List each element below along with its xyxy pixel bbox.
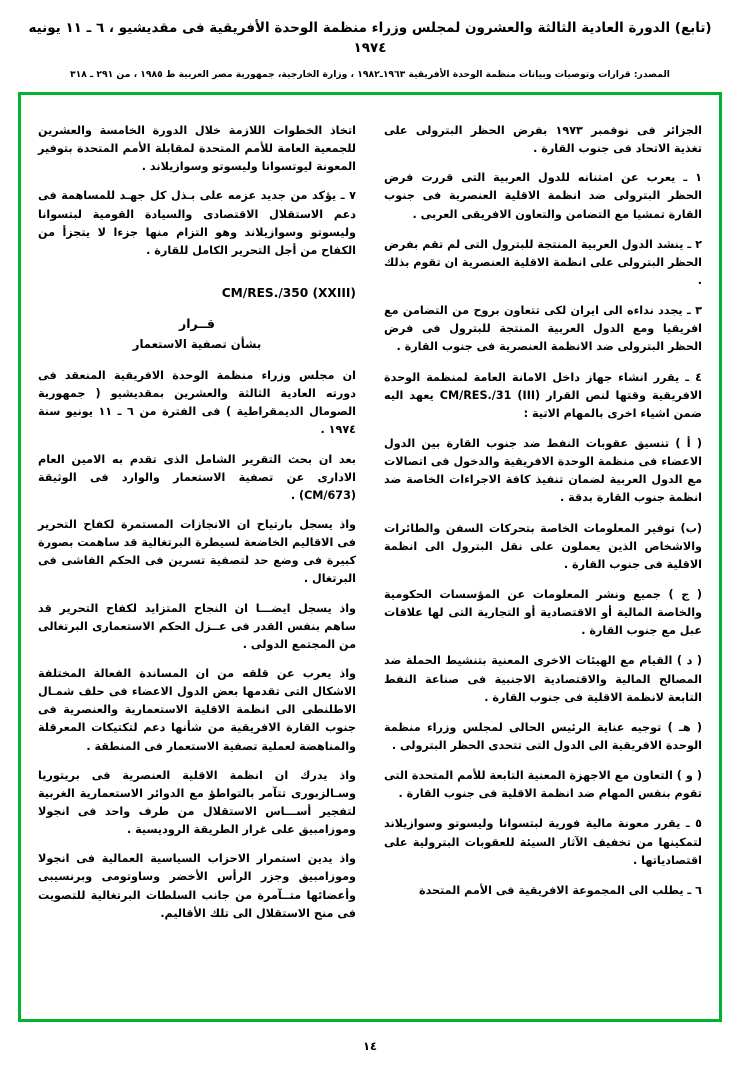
page-number: ١٤ xyxy=(362,1039,378,1053)
header-title: (تابع) الدورة العادية الثالثة والعشرون لمجلس وزراء منظمة الوحدة الأفريقية فى مقديشيو ، ٦ ـ ١١ يونيه ١٩٧٤ xyxy=(28,20,712,57)
paragraph: بعد ان بحث التقرير الشامل الذى تقدم به الامين العام الادارى عن تصفية الاستعمار والوارد فى الوثيقة (CM/673) . xyxy=(38,452,356,502)
numbered-item: ٢ ـ ينشد الدول العربية المنتجة للبترول التى لم تقم بفرض الحظر البترولى على انظمة الاقلية العنصرية ان تقوم بذلك . xyxy=(384,237,702,287)
paragraph: الجزائر فى نوفمبر ١٩٧٣ بفرض الحظر البترولى على تغذية الاتحاد فى جنوب القارة . xyxy=(384,124,702,156)
numbered-item: ٥ ـ يقرر معونة مالية فورية لبتسوانا وليسوتو وسوازيلاند لتمكينها من تخفيف الآثار السيئة للعقوبات البترولية على اقتصادياتها . xyxy=(384,817,702,867)
numbered-item: ٣ ـ يجدد نداءه الى ايران لكى تتعاون بروح من التضامن مع افريقيا ومع الدول العربية المنتجة للبترول فى فرض الحظر البترولى ضد الانظمة العنصرية فى جنوب القارة . xyxy=(384,304,702,354)
paragraph: واذ يدين استمرار الاحزاب السياسية العمالية فى انجولا وموزامبيق وجزر الرأس الأخضر وساوتومى وبرنسيبى وأعضائها متــآمرة من جانب السلطات البرتغالية للتصويت فى منح الاستقلال الى تلك الأقاليم. xyxy=(38,852,356,920)
paragraph: واذ يدرك ان انظمة الاقلية العنصرية فى بريتوريا وسـالزبورى تتآمر بالتواطؤ مع الدوائر الاستعمارية الغربية لتفجير أســـاس الاستقلال من طرف واحد فى انجولا وموزامبيق على غرار الطريقة الروديسية . xyxy=(38,768,356,837)
header-source-line: المصدر: قرارات وتوصيات وبيانات منظمة الوحدة الأفريقية ١٩٦٣ـ١٩٨٢ ، وزارة الخارجية، جمهورية مصر العربية ط ١٩٨٥ ، من ٢٩١ ـ ٣١٨ xyxy=(70,68,670,80)
lettered-item: (ب) توفير المعلومات الخاصة بتحركات السفن والطائرات والاشخاص الذين يعملون على نقل البترول الى انظمة الاقلية فى جنوب القارة . xyxy=(384,521,702,571)
paragraph: واذ يسجل بارتياح ان الانجازات المستمرة لكفاح التحرير فى الاقاليم الخاضعة لسيطرة البرتغالية قد ساهمت بصورة كبيرة فى وضع حد لتصفية تسرين فى الحكم الفاشى فى البرتغال . xyxy=(38,517,356,586)
lettered-item: ( د ) القيام مع الهيئات الاخرى المعنية بتنشيط الحملة ضد المصالح المالية والاقتصادية الاجنبية فى صناعة النفط التابعة لانظمة الاقلية فى جنوب القارة . xyxy=(384,654,702,704)
lettered-item: ( و ) التعاون مع الاجهزة المعنية التابعة للأمم المتحدة التى تقوم بنفس المهام ضد انظمة الاقلية فى جنوب القارة . xyxy=(384,769,702,801)
right-text-column xyxy=(384,122,702,1002)
left-text-column xyxy=(38,122,356,1002)
lettered-item: ( ج ) جميع ونشر المعلومات عن المؤسسات الحكومية والخاصة المالية أو الاقتصادية أو التجارية التى لها علاقات عبل مع جنوب القارة . xyxy=(384,587,702,638)
lettered-item: ( هـ ) توجيه عناية الرئيس الحالى لمجلس وزراء منظمة الوحدة الافريقية الى الدول التى تتحدى الحظر البترولى . xyxy=(384,720,702,752)
resolution-heading: قــرار xyxy=(179,315,215,331)
paragraph: اتخاذ الخطوات اللازمة خلال الدورة الخامسة والعشرين للجمعية العامة للأمم المتحدة لمقابلة الأمم المتحدة بتوفير المعونة ليوتسوانا وليسوتو وسوازيلاند . xyxy=(38,124,356,174)
page-header xyxy=(0,18,740,81)
numbered-item: ٤ ـ يقرر انشاء جهاز داخل الامانة العامة لمنظمة الوحدة الافريقية وقتها لنص القرار CM/RES./31 (III) يعهد اليه ضمن اشياء اخرى بالمهام الاتية : xyxy=(384,370,702,420)
paragraph: واذ يعرب عن قلقه من ان المساندة الفعالة المختلفة الاشكال التى تقدمها بعض الدول الاعضاء فى حلف شمـال الاطلنطى الى انظمة الاقلية الاستعمارية والعنصرية فى جنوب القارة الافريقية من شأنها دعم لتكتيكات المعرقلة والمناهضة لعملية تصفية الاستعمار فى المنطقة . xyxy=(38,666,356,753)
numbered-item: ١ ـ يعرب عن امتنانه للدول العربية التى قررت فرض الحظر البترولى ضد انظمة الاقلية العنصرية فى جنوب القارة تمشيا مع التضامن والتعاون الافريقى العربى . xyxy=(384,171,702,221)
paragraph: ان مجلس وزراء منظمة الوحدة الافريقية المنعقد فى دورته العادية الثالثة والعشرين بمقديشيو ( جمهورية الصومال الديمقراطية ) فى الفترة من ٦ ـ ١١ يونيو سنة ١٩٧٤ . xyxy=(38,368,356,437)
two-column-body xyxy=(38,122,702,1002)
paragraph: واذ يسجل ايضـــا ان النجاح المتزايد لكفاح التحرير قد ساهم بنفس القدر فى عــزل الحكم الاستعمارى البرتغالى من المجتمع الدولى . xyxy=(38,601,356,651)
resolution-subheading: بشأن تصفية الاستعمار xyxy=(132,336,262,351)
resolution-code: CM/RES./350 (XXIII) xyxy=(221,285,356,300)
numbered-item: ٧ ـ يؤكد من جديد عزمه على بـذل كل جهـد للمساهمة فى دعم الاستقلال الاقتصادى والسيادة القومية لبتسوانا وليسوتو وسوازيلاند وهو التزام منها جزءا لا يتجزأ من الكفاح من أجل التحرير الكامل للقارة . xyxy=(38,189,356,257)
lettered-item: ( أ ) تنسيق عقوبات النفط ضد جنوب القارة بين الدول الاعضاء فى منظمة الوحدة الافريقية والدخول فى اتصالات مع الدول العربية لضمان تنفيذ كافة الاجراءات الخاصة ضد انظمة جنوب القارة بدقة . xyxy=(384,436,702,505)
numbered-item: ٦ ـ يطلب الى المجموعة الافريقية فى الأمم المتحدة xyxy=(418,883,702,897)
